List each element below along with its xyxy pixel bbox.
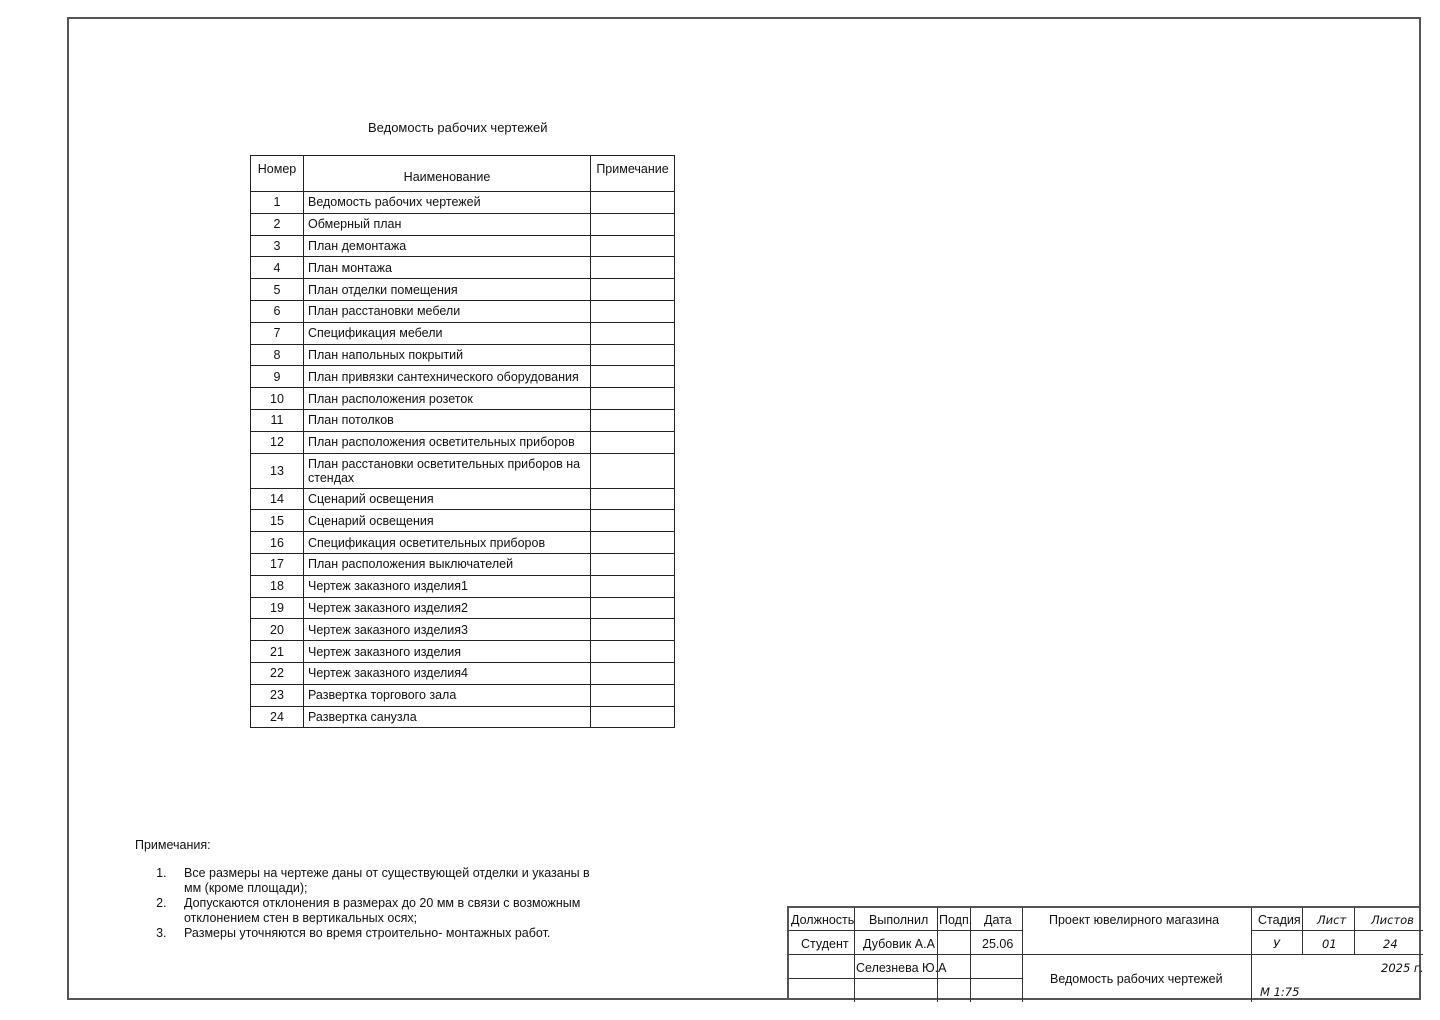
table-row — [251, 344, 675, 366]
notes-list — [135, 866, 610, 941]
notes-heading: Примечания: — [135, 838, 211, 852]
stamp-sheet-label: Лист — [1317, 913, 1347, 927]
row-note — [591, 488, 675, 510]
table-row — [251, 192, 675, 214]
table-row — [251, 300, 675, 322]
stamp-date-header: Дата — [984, 913, 1012, 927]
row-name: Чертеж заказного изделия2 — [304, 597, 591, 619]
header-number: Номер — [251, 156, 304, 192]
row-name: План расположения розеток — [304, 388, 591, 410]
row-note — [591, 366, 675, 388]
row-name: Сценарий освещения — [304, 510, 591, 532]
stamp-date: 25.06 — [982, 937, 1014, 951]
row-number: 8 — [251, 344, 304, 366]
table-row — [251, 510, 675, 532]
stamp-stage-label: Стадия — [1258, 913, 1301, 927]
header-name: Наименование — [304, 156, 591, 192]
row-note — [591, 322, 675, 344]
stamp-role: Студент — [801, 937, 849, 951]
row-name: Развертка торгового зала — [304, 684, 591, 706]
table-row — [251, 532, 675, 554]
table-row — [251, 553, 675, 575]
row-name: План расположения выключателей — [304, 553, 591, 575]
row-number: 21 — [251, 641, 304, 663]
row-note — [591, 344, 675, 366]
row-number: 22 — [251, 662, 304, 684]
stamp-sheets: 24 — [1383, 937, 1398, 951]
stamp-project: Проект ювелирного магазина — [1049, 913, 1220, 927]
header-note: Примечание — [591, 156, 675, 192]
row-note — [591, 453, 675, 488]
row-name: План напольных покрытий — [304, 344, 591, 366]
table-row — [251, 488, 675, 510]
row-note — [591, 431, 675, 453]
row-note — [591, 706, 675, 728]
notes-block — [135, 838, 610, 941]
stamp-sheets-label: Листов — [1371, 913, 1414, 927]
row-note — [591, 619, 675, 641]
table-header-row — [251, 156, 675, 192]
stamp-sign-header: Подп. — [939, 913, 973, 927]
row-name: План расположения осветительных приборов — [304, 431, 591, 453]
row-name: Чертеж заказного изделия3 — [304, 619, 591, 641]
drawings-register-table — [250, 155, 675, 728]
row-number: 23 — [251, 684, 304, 706]
row-number: 7 — [251, 322, 304, 344]
row-number: 12 — [251, 431, 304, 453]
row-note — [591, 641, 675, 663]
stamp-executed-header: Выполнил — [869, 913, 929, 927]
row-note — [591, 532, 675, 554]
row-name: План расстановки осветительных приборов на стендах — [304, 453, 591, 488]
table-body — [251, 192, 675, 728]
table-row — [251, 213, 675, 235]
row-name: Развертка санузла — [304, 706, 591, 728]
row-name: Чертеж заказного изделия1 — [304, 575, 591, 597]
note-item: 2. Допускаются отклонения в размерах до 20 мм в связи с возможным отклонением стен в вертикальных осях; — [170, 896, 610, 926]
row-note — [591, 213, 675, 235]
row-number: 5 — [251, 279, 304, 301]
table-row — [251, 453, 675, 488]
stamp-author: Дубовик А.А — [863, 937, 935, 951]
table-row — [251, 431, 675, 453]
row-name: Сценарий освещения — [304, 488, 591, 510]
row-name: Спецификация мебели — [304, 322, 591, 344]
row-note — [591, 257, 675, 279]
row-number: 17 — [251, 553, 304, 575]
row-name: План привязки сантехнического оборудования — [304, 366, 591, 388]
row-number: 16 — [251, 532, 304, 554]
row-name: План расстановки мебели — [304, 300, 591, 322]
table-row — [251, 257, 675, 279]
row-note — [591, 192, 675, 214]
row-note — [591, 235, 675, 257]
note-item: 3. Размеры уточняются во время строительно- монтажных работ. — [170, 926, 610, 941]
row-name: План монтажа — [304, 257, 591, 279]
row-note — [591, 575, 675, 597]
row-number: 15 — [251, 510, 304, 532]
table-row — [251, 279, 675, 301]
row-name: План потолков — [304, 409, 591, 431]
stamp-reviewer: Селезнева Ю.А — [856, 961, 947, 975]
table-row — [251, 619, 675, 641]
row-note — [591, 597, 675, 619]
row-number: 1 — [251, 192, 304, 214]
row-number: 10 — [251, 388, 304, 410]
stamp-position-header: Должность — [791, 913, 855, 927]
row-name: Чертеж заказного изделия4 — [304, 662, 591, 684]
row-note — [591, 553, 675, 575]
row-number: 20 — [251, 619, 304, 641]
row-number: 19 — [251, 597, 304, 619]
row-number: 6 — [251, 300, 304, 322]
row-note — [591, 279, 675, 301]
row-name: Чертеж заказного изделия — [304, 641, 591, 663]
stamp-year: 2025 г. — [1381, 961, 1424, 975]
table-row — [251, 597, 675, 619]
row-number: 14 — [251, 488, 304, 510]
title-block — [787, 906, 1424, 1000]
stamp-sheet-title: Ведомость рабочих чертежей — [1050, 972, 1223, 986]
table-row — [251, 322, 675, 344]
table-row — [251, 388, 675, 410]
row-number: 4 — [251, 257, 304, 279]
stamp-scale: М 1:75 — [1260, 985, 1300, 999]
row-note — [591, 510, 675, 532]
table-row — [251, 575, 675, 597]
row-note — [591, 662, 675, 684]
table-row — [251, 235, 675, 257]
row-name: План отделки помещения — [304, 279, 591, 301]
table-row — [251, 684, 675, 706]
row-number: 24 — [251, 706, 304, 728]
note-item: 1. Все размеры на чертеже даны от существующей отделки и указаны в мм (кроме площади); — [170, 866, 610, 896]
row-note — [591, 409, 675, 431]
row-name: План демонтажа — [304, 235, 591, 257]
table-row — [251, 366, 675, 388]
page-title: Ведомость рабочих чертежей — [368, 120, 548, 135]
table-row — [251, 706, 675, 728]
row-note — [591, 684, 675, 706]
row-name: Ведомость рабочих чертежей — [304, 192, 591, 214]
table-row — [251, 409, 675, 431]
table-row — [251, 662, 675, 684]
row-number: 11 — [251, 409, 304, 431]
table-row — [251, 641, 675, 663]
row-name: Обмерный план — [304, 213, 591, 235]
row-number: 13 — [251, 453, 304, 488]
row-number: 18 — [251, 575, 304, 597]
row-name: Спецификация осветительных приборов — [304, 532, 591, 554]
row-number: 3 — [251, 235, 304, 257]
row-number: 2 — [251, 213, 304, 235]
row-note — [591, 388, 675, 410]
stamp-sheet: 01 — [1322, 937, 1337, 951]
stamp-stage: У — [1273, 937, 1281, 951]
row-note — [591, 300, 675, 322]
row-number: 9 — [251, 366, 304, 388]
